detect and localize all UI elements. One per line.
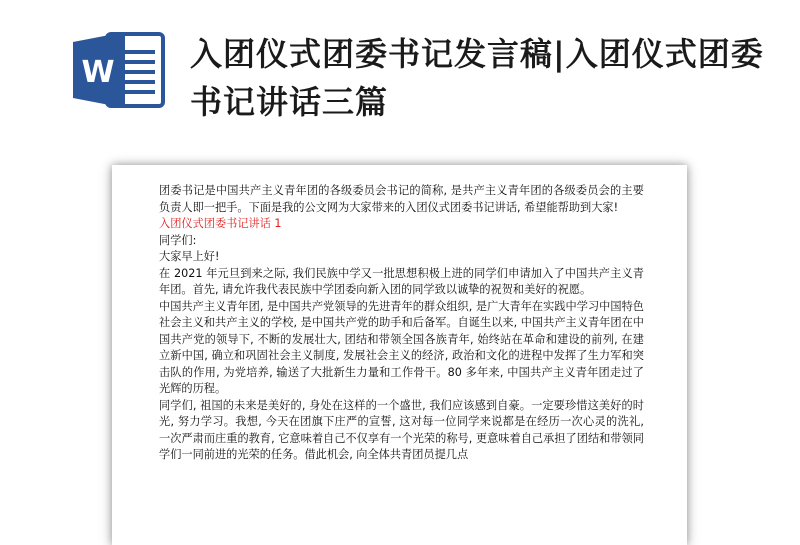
word-document-icon [73, 30, 165, 110]
document-page [112, 165, 687, 545]
document-title: 入团仪式团委书记发言稿|入团仪式团委书记讲话三篇 [190, 35, 764, 121]
intro-paragraph: 团委书记是中国共产主义青年团的各级委员会书记的简称, 是共产主义青年团的各级委员会的主要负责人即一把手。下面是我的公文网为大家带来的入团仪式团委书记讲话, 希望能帮助到大家! [159, 184, 644, 214]
document-body [159, 183, 644, 464]
body-paragraph: 中国共产主义青年团, 是中国共产党领导的先进青年的群众组织, 是广大青年在实践中学习中国特色社会主义和共产主义的学校, 是中国共产党的助手和后备军。自诞生以来, 中国共产主义青年团在中国共产党的领导下, 不断的发展壮大, 团结和带领全国各族青年, 始终站在革命和建设的前列, 在建立新中国, 确立和巩固社会主义制度, 发展社会主义的经济, 政治和文化的进程中发挥了生力军和突击队的作用, 为党培养, 输送了大批新生力量和工作骨干。80 多年来, 中国共产主义青年团走过了光辉的历程。 [159, 299, 644, 395]
word-logo-graphic [73, 30, 165, 110]
body-paragraph: 在 2021 年元旦到来之际, 我们民族中学又一批思想积极上进的同学们申请加入了中国共产主义青年团。首先, 请允许我代表民族中学团委向新入团的同学致以诚挚的祝贺和美好的祝愿。 [159, 266, 644, 296]
body-paragraph: 同学们, 祖国的未来是美好的, 身处在这样的一个盛世, 我们应该感到自豪。一定要珍惜这美好的时光, 努力学习。我想, 今天在团旗下庄严的宣誓, 这对每一位同学来说都是在经历一次心灵的洗礼, 一次严肃而庄重的教育, 它意味着自己不仅享有一个光荣的称号, 更意味着自己承担了团结和带领同学们一同前进的光荣的任务。借此机会, 向全体共青团员提几点 [159, 398, 644, 461]
greeting: 大家早上好! [159, 250, 220, 263]
word-icon-letter: W [81, 55, 115, 90]
section-heading[interactable]: 入团仪式团委书记讲话 1 [159, 217, 282, 230]
salutation: 同学们: [159, 233, 197, 247]
